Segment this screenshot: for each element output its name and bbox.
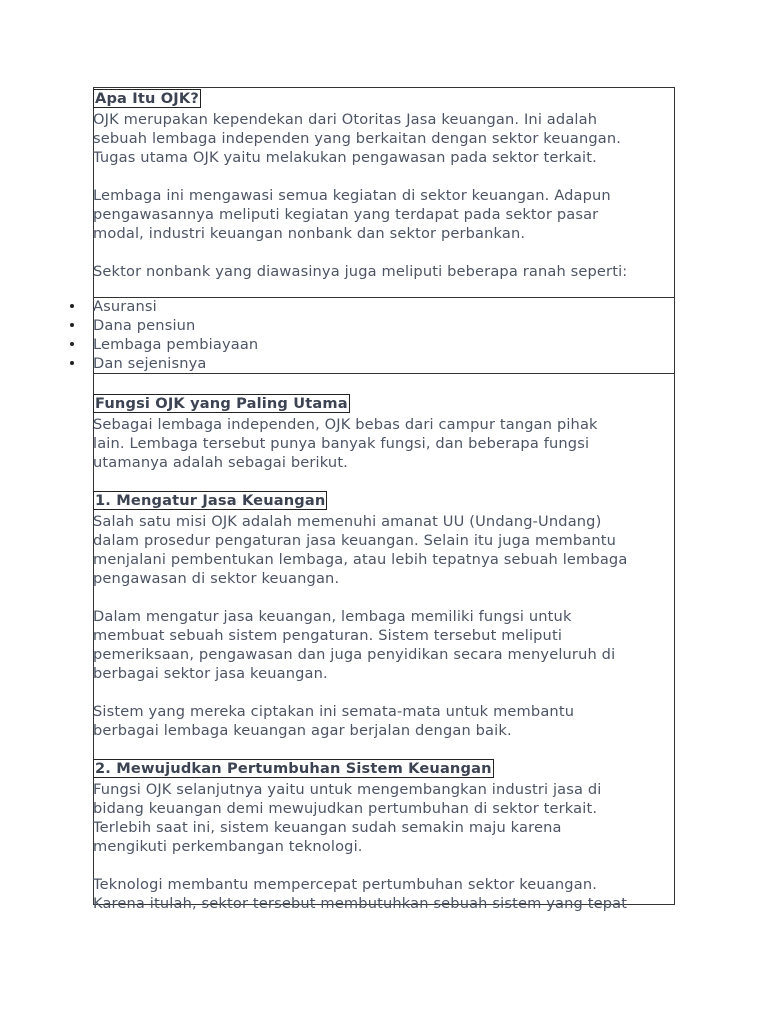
- heading-mengatur-jasa-keuangan: 1. Mengatur Jasa Keuangan: [95, 492, 326, 509]
- paragraph: Fungsi OJK selanjutnya yaitu untuk mengembangkan industri jasa di bidang keuangan demi mewujudkan pertumbuhan di sektor terkait. Terlebih saat ini, sistem keuangan sudah semakin maju karena mengikuti perkembangan teknologi.: [93, 781, 602, 855]
- bullet-icon: [70, 361, 74, 365]
- paragraph: Sistem yang mereka ciptakan ini semata-mata untuk membantu berbagai lembaga keuangan agar berjalan dengan baik.: [93, 703, 575, 739]
- list-item: [70, 335, 675, 354]
- paragraph: Lembaga ini mengawasi semua kegiatan di sektor keuangan. Adapun pengawasannya meliputi kegiatan yang terdapat pada sektor pasar modal, industri keuangan nonbank dan sektor perbankan.: [93, 187, 611, 242]
- heading-apa-itu-ojk: Apa Itu OJK?: [95, 90, 199, 107]
- heading-fungsi-ojk: Fungsi OJK yang Paling Utama: [95, 395, 348, 412]
- list-item-label: Dan sejenisnya: [93, 355, 207, 372]
- bullet-icon: [70, 304, 74, 308]
- list-item-label: Dana pensiun: [93, 317, 196, 334]
- paragraph: Sebagai lembaga independen, OJK bebas dari campur tangan pihak lain. Lembaga tersebut punya banyak fungsi, dan beberapa fungsi utamanya adalah sebagai berikut.: [93, 416, 598, 471]
- list-item-label: Lembaga pembiayaan: [93, 336, 259, 353]
- paragraph: Sektor nonbank yang diawasinya juga meliputi beberapa ranah seperti:: [93, 263, 628, 280]
- list-item: [70, 297, 675, 316]
- list-item-label: Asuransi: [93, 298, 157, 315]
- list-item: [70, 316, 675, 335]
- section-apa-itu-ojk: [93, 89, 675, 281]
- paragraph: Teknologi membantu mempercepat pertumbuhan sektor keuangan. Karena itulah, sektor tersebut membutuhkan sebuah sistem yang tepat: [93, 876, 628, 912]
- list-item: [70, 354, 675, 373]
- heading-mewujudkan-pertumbuhan: 2. Mewujudkan Pertumbuhan Sistem Keuangan: [95, 760, 492, 777]
- paragraph: Salah satu misi OJK adalah memenuhi amanat UU (Undang-Undang) dalam prosedur pengaturan jasa keuangan. Selain itu juga membantu menjalani pembentukan lembaga, atau lebih tepatnya sebuah lembaga pengawasan di sektor keuangan.: [93, 513, 628, 587]
- section-fungsi-ojk: [93, 394, 675, 913]
- bullet-icon: [70, 342, 74, 346]
- nonbank-sector-list: [70, 297, 675, 373]
- paragraph: OJK merupakan kependekan dari Otoritas Jasa keuangan. Ini adalah sebuah lembaga independen yang berkaitan dengan sektor keuangan. Tugas utama OJK yaitu melakukan pengawasan pada sektor terkait.: [93, 111, 622, 166]
- paragraph: Dalam mengatur jasa keuangan, lembaga memiliki fungsi untuk membuat sebuah sistem pengaturan. Sistem tersebut meliputi pemeriksaan, pengawasan dan juga penyidikan secara menyeluruh di berbagai sektor jasa keuangan.: [93, 608, 616, 682]
- bullet-icon: [70, 323, 74, 327]
